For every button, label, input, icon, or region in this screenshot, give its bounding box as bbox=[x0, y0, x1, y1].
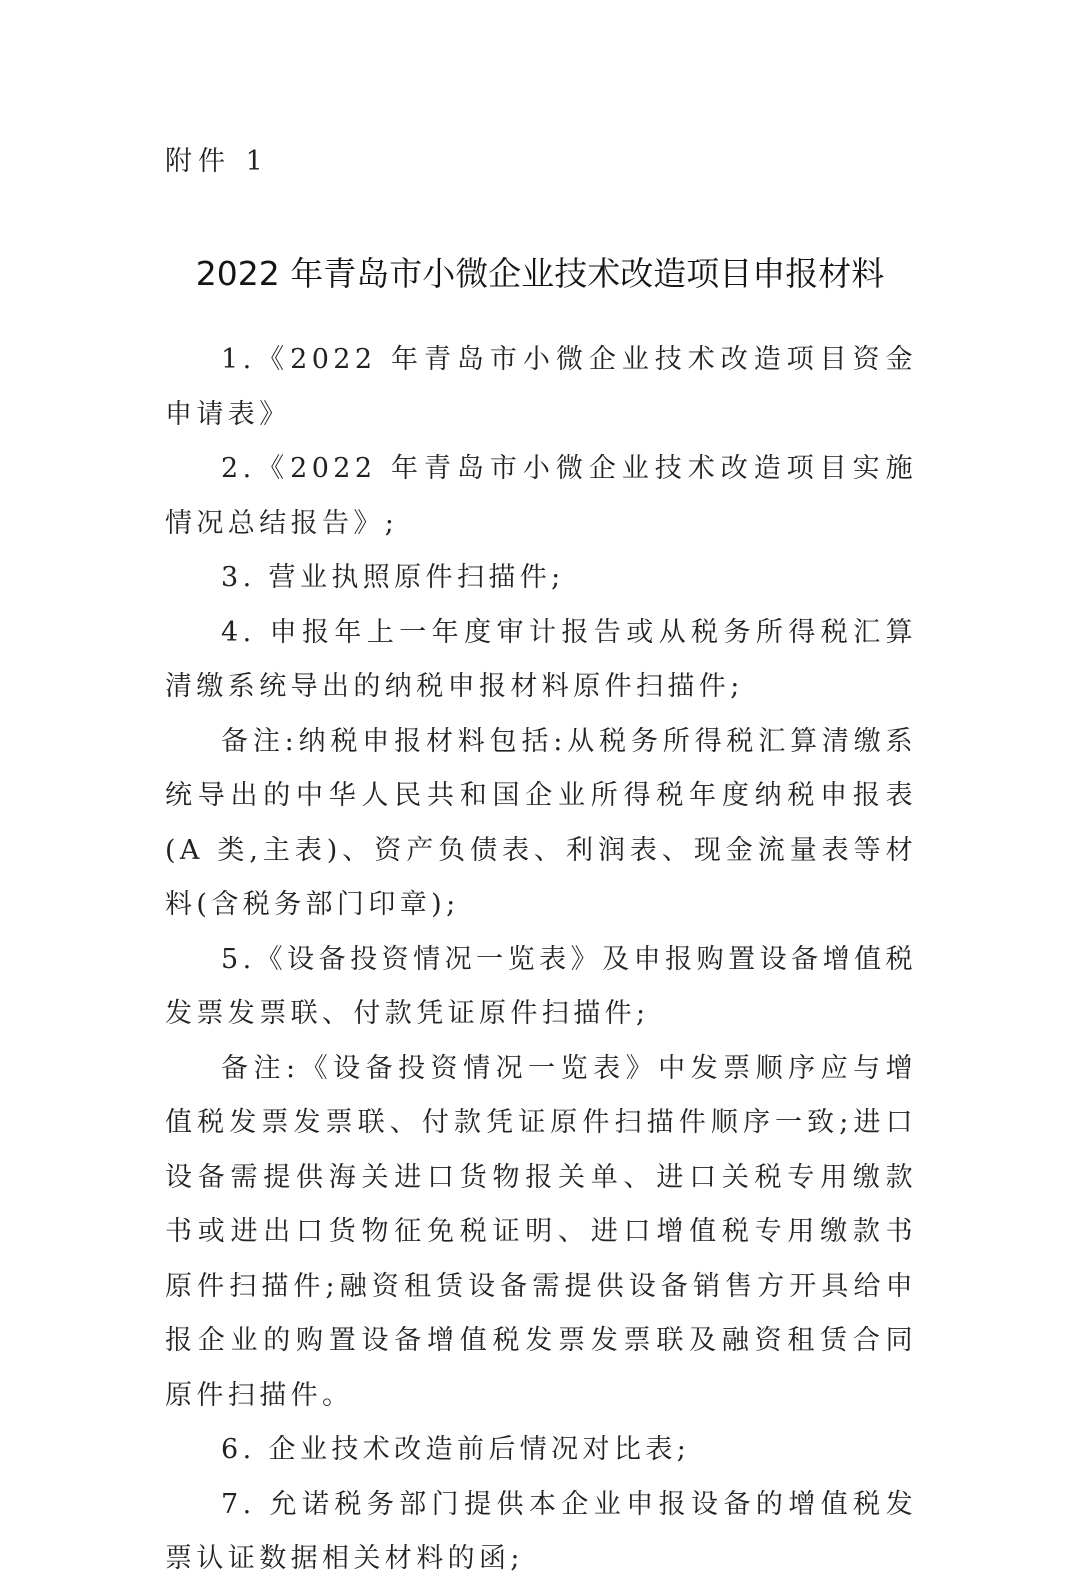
item-5-equipment-list: 5.《设备投资情况一览表》及申报购置设备增值税发票发票联、付款凭证原件扫描件; bbox=[165, 943, 917, 1029]
item-2-summary-report: 2.《2022 年青岛市小微企业技术改造项目实施情况总结报告》; bbox=[165, 453, 917, 539]
document-title: 2022 年青岛市小微企业技术改造项目申报材料 bbox=[195, 254, 885, 293]
item-4-audit-report: 4. 申报年上一年度审计报告或从税务所得税汇算清缴系统导出的纳税申报材料原件扫描件; bbox=[165, 616, 917, 702]
item-6-comparison-table: 6. 企业技术改造前后情况对比表; bbox=[221, 1434, 691, 1465]
attachment-label: 附件 1 bbox=[165, 146, 269, 177]
document-body bbox=[165, 333, 917, 1587]
note-tax-materials: 备注:纳税申报材料包括:从税务所得税汇算清缴系统导出的中华人民共和国企业所得税年度纳税申报表(A 类,主表)、资产负债表、利润表、现金流量表等材料(含税务部门印章); bbox=[165, 725, 917, 920]
item-1-application-form: 1.《2022 年青岛市小微企业技术改造项目资金申请表》 bbox=[165, 344, 917, 430]
item-3-business-license: 3. 营业执照原件扫描件; bbox=[221, 562, 565, 593]
item-7-tax-authorization-letter: 7. 允诺税务部门提供本企业申报设备的增值税发票认证数据相关材料的函; bbox=[165, 1488, 917, 1574]
note-equipment-invoices: 备注:《设备投资情况一览表》中发票顺序应与增值税发票发票联、付款凭证原件扫描件顺序一致;进口设备需提供海关进口货物报关单、进口关税专用缴款书或进出口货物征免税证明、进口增值税专用缴款书原件扫描件;融资租赁设备需提供设备销售方开具给申报企业的购置设备增值税发票发票联及融资租赁合同原件扫描件。 bbox=[165, 1052, 917, 1411]
